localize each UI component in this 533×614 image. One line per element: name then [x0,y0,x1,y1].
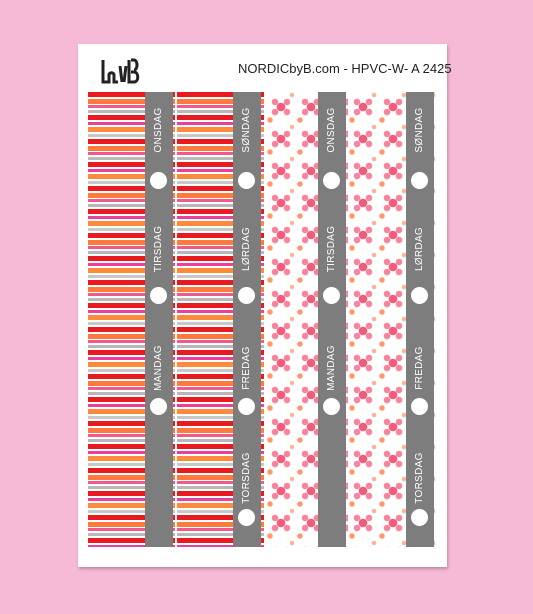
day-label: FREDAG [241,346,252,390]
punch-hole [323,287,340,304]
punch-hole [411,287,428,304]
day-tab-column-2 [233,92,261,547]
punch-hole [411,398,428,415]
day-label: SØNDAG [241,107,252,153]
punch-hole [323,398,340,415]
punch-hole [238,398,255,415]
day-label: TORSDAG [241,452,252,504]
punch-hole [411,509,428,526]
punch-hole [238,509,255,526]
byb-logo [100,58,140,86]
punch-hole [150,398,167,415]
punch-hole [411,172,428,189]
day-tab-column-1 [145,92,173,547]
day-label: SØNDAG [414,107,425,153]
day-label: ONSDAG [153,107,164,153]
day-tab-column-4 [406,92,434,547]
day-label: TIRSDAG [153,225,164,273]
punch-hole [238,172,255,189]
sheet-title: NORDICbyB.com - HPVC-W- A 2425 [238,61,452,76]
day-label: FREDAG [414,346,425,390]
day-label: MANDAG [153,345,164,391]
punch-hole [238,287,255,304]
day-label: ONSDAG [326,107,337,153]
day-label: LØRDAG [241,226,252,272]
day-label: TIRSDAG [326,225,337,273]
day-label: MANDAG [326,345,337,391]
punch-hole [150,172,167,189]
day-label: LØRDAG [414,226,425,272]
day-tab-column-3 [318,92,346,547]
day-label: TORSDAG [414,452,425,504]
punch-hole [150,287,167,304]
punch-hole [323,172,340,189]
